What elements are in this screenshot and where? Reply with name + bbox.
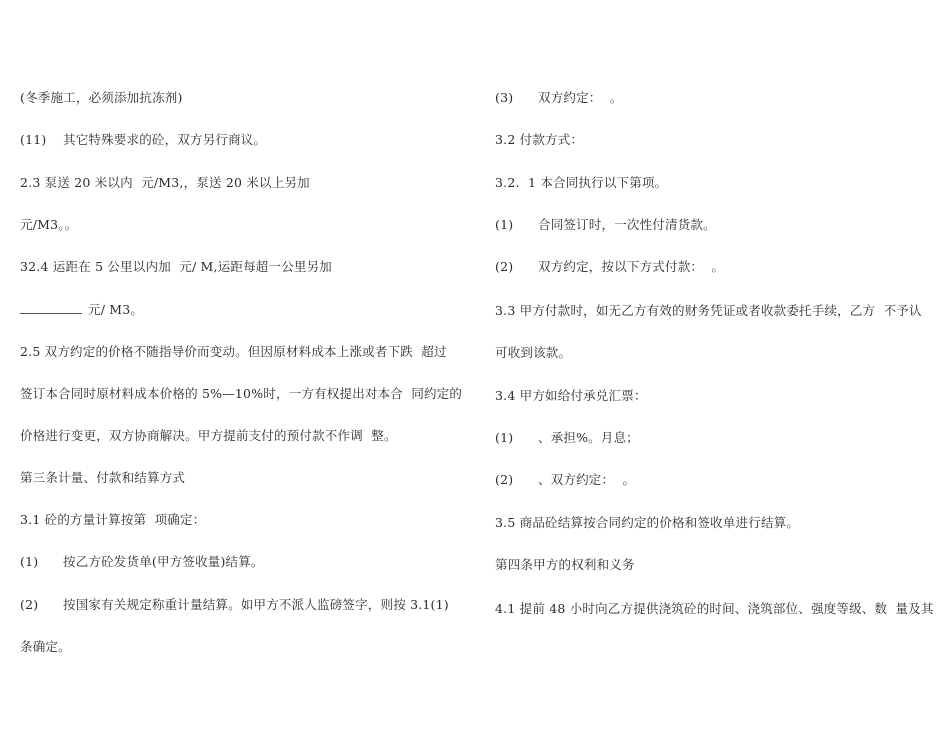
clause-3-4-item-2 xyxy=(495,472,635,488)
clause-text: 元/ M3。 xyxy=(88,302,144,317)
clause-text: 其它特殊要求的砼，双方另行商议。 xyxy=(63,132,267,147)
clause-text: 双方约定： 。 xyxy=(538,90,623,105)
clause-2-4: 32.4 运距在 5 公里以内加 元/ M,运距每超一公里另加 xyxy=(20,259,333,274)
clause-text: 按国家有关规定称重计量结算。如甲方不派人监磅签字，则按 3.1(1) xyxy=(63,597,449,612)
clause-text: 、承担%。月息； xyxy=(538,430,639,445)
clause-number: (2) xyxy=(20,597,39,612)
fill-in-blank xyxy=(20,301,82,314)
clause-3-1-item-2-continued: 条确定。 xyxy=(20,639,71,654)
clause-3-2-1: 3.2. 1 本合同执行以下第项。 xyxy=(495,175,668,190)
clause-11 xyxy=(20,132,266,148)
clause-text: 双方约定，按以下方式付款： 。 xyxy=(538,259,725,274)
clause-number: (3) xyxy=(495,90,514,105)
clause-text: 按乙方砼发货单(甲方签收量)结算。 xyxy=(63,554,264,569)
clause-3-1-item-3 xyxy=(495,90,623,106)
clause-3-3-continued: 可收到该款。 xyxy=(495,345,572,360)
clause-3-2-item-1 xyxy=(495,217,716,233)
paragraph-winter-construction: (冬季施工，必须添加抗冻剂) xyxy=(20,90,183,105)
clause-number: (11) xyxy=(20,132,47,147)
clause-2-5-line2: 签订本合同时原材料成本价格的 5%—10%时，一方有权提出对本合 同约定的 xyxy=(20,386,463,401)
clause-3-1: 3.1 砼的方量计算按第 项确定： xyxy=(20,512,206,527)
clause-number: (1) xyxy=(495,217,514,232)
section-heading-article-3: 第三条计量、付款和结算方式 xyxy=(20,470,186,485)
clause-3-3: 3.3 甲方付款时，如无乙方有效的财务凭证或者收款委托手续，乙方 不予认 xyxy=(495,303,922,318)
clause-number: (1) xyxy=(495,430,514,445)
clause-3-1-item-2 xyxy=(20,597,449,613)
clause-3-4: 3.4 甲方如给付承兑汇票： xyxy=(495,388,647,403)
clause-text: 、双方约定： 。 xyxy=(538,472,636,487)
clause-3-2-item-2 xyxy=(495,259,724,275)
clause-2-3-continued: 元/M3。。 xyxy=(20,217,78,232)
section-heading-article-4: 第四条甲方的权利和义务 xyxy=(495,557,635,572)
clause-number: (1) xyxy=(20,554,39,569)
clause-2-4-continued xyxy=(20,301,143,318)
clause-2-5-line3: 价格进行变更，双方协商解决。甲方提前支付的预付款不作调 整。 xyxy=(20,428,397,443)
clause-2-5: 2.5 双方约定的价格不随指导价而变动。但因原材料成本上涨或者下跌 超过 xyxy=(20,344,447,359)
clause-3-2: 3.2 付款方式： xyxy=(495,132,584,147)
clause-2-3: 2.3 泵送 20 米以内 元/M3,，泵送 20 米以上另加 xyxy=(20,175,310,190)
clause-3-5: 3.5 商品砼结算按合同约定的价格和签收单进行结算。 xyxy=(495,515,800,530)
clause-number: (2) xyxy=(495,472,514,487)
clause-text: 合同签订时，一次性付清货款。 xyxy=(538,217,716,232)
clause-3-4-item-1 xyxy=(495,430,639,446)
clause-number: (2) xyxy=(495,259,514,274)
clause-4-1: 4.1 提前 48 小时向乙方提供浇筑砼的时间、浇筑部位、强度等级、数 量及其 xyxy=(495,601,934,616)
clause-3-1-item-1 xyxy=(20,554,264,570)
